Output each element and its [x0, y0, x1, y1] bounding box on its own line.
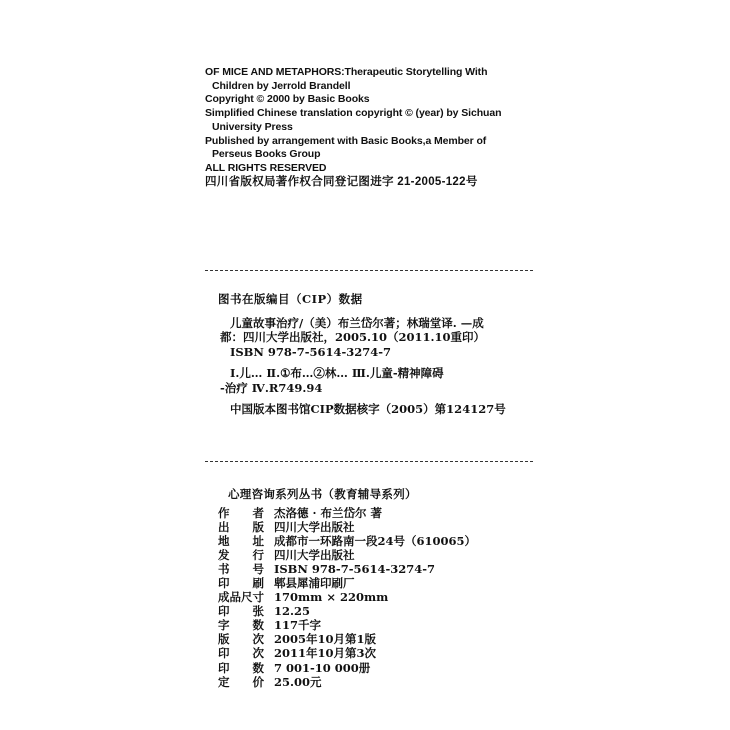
info-label	[218, 632, 274, 646]
cip-isbn: ISBN 978-7-5614-3274-7	[230, 344, 392, 359]
info-label	[218, 534, 274, 548]
info-label-text	[218, 562, 264, 576]
copyright-line: OF MICE AND METAPHORS:Therapeutic Storytelling With	[205, 66, 488, 78]
copyright-line: Published by arrangement with Basic Books,a Member of	[205, 134, 487, 147]
info-label-text	[218, 632, 264, 646]
info-label-char: 数	[252, 618, 264, 633]
info-row	[218, 590, 538, 604]
info-row	[218, 618, 538, 632]
info-label-char: 印	[218, 576, 230, 591]
info-row	[218, 661, 538, 675]
info-label-text	[218, 548, 264, 562]
info-label-text	[218, 520, 264, 534]
cip-record	[218, 402, 538, 417]
cip-entry	[218, 316, 538, 360]
publication-info-table	[218, 506, 538, 689]
info-label	[218, 646, 274, 660]
info-label-text	[218, 604, 264, 618]
dashed-divider	[205, 461, 533, 462]
info-label-char: 地	[218, 534, 230, 549]
info-value: 杰洛德 · 布兰岱尔 著	[274, 506, 383, 520]
info-value: 2011年10月第3次	[274, 646, 377, 661]
info-label-char: 作	[218, 506, 230, 520]
copyright-line: Simplified Chinese translation copyright © (year) by Sichuan	[205, 107, 502, 120]
info-label-text	[218, 534, 264, 548]
info-row	[218, 675, 538, 689]
cip-entry-line: 都：四川大学出版社，2005.10（2011.10重印）	[220, 330, 486, 344]
copyright-line: Children by Jerrold Brandell	[212, 79, 351, 92]
info-label-char: 刷	[252, 576, 264, 591]
info-label-char: 行	[252, 548, 264, 563]
dashed-divider	[205, 270, 533, 271]
info-value: ISBN 978-7-5614-3274-7	[274, 562, 436, 577]
info-label-char: 版	[218, 632, 230, 647]
info-label-char: 发	[218, 548, 230, 563]
info-label	[218, 661, 274, 675]
info-label	[218, 576, 274, 590]
info-label: 成品尺寸	[218, 590, 264, 605]
info-row	[218, 548, 538, 562]
cip-classification	[218, 366, 538, 395]
info-label	[218, 562, 274, 576]
info-label-text	[218, 675, 264, 689]
info-row	[218, 604, 538, 618]
cip-classification-line: Ⅰ.儿… Ⅱ.①布…②林… Ⅲ.儿童-精神障碍	[230, 366, 444, 380]
info-label-char: 址	[252, 534, 264, 549]
info-value: 郫县犀浦印刷厂	[274, 576, 355, 591]
cip-classification-line: -治疗 Ⅳ.R749.94	[220, 380, 323, 395]
info-label-char: 出	[218, 520, 230, 535]
info-label-char: 书	[218, 562, 230, 577]
info-label-text	[218, 576, 264, 590]
info-value: 12.25	[274, 604, 311, 619]
info-label-char: 定	[218, 674, 230, 689]
info-label-char: 次	[252, 632, 264, 647]
copyright-line: Copyright © 2000 by Basic Books	[205, 93, 370, 106]
info-value: 四川大学出版社	[274, 520, 355, 535]
info-label-char: 印	[218, 604, 230, 619]
info-label	[218, 520, 274, 534]
info-label-char: 次	[252, 646, 264, 661]
info-label-char: 数	[252, 660, 264, 675]
copyright-block	[205, 66, 565, 189]
info-value: 7 001-10 000册	[274, 660, 371, 675]
copyright-line: University Press	[212, 120, 293, 133]
info-row	[218, 576, 538, 590]
info-label-char: 印	[218, 646, 230, 661]
info-value: 2005年10月第1版	[274, 632, 377, 647]
info-value: 170mm × 220mm	[274, 590, 389, 605]
copyright-line: Perseus Books Group	[212, 148, 321, 161]
info-row	[218, 562, 538, 576]
info-row	[218, 506, 538, 520]
info-row	[218, 646, 538, 660]
copyright-line: ALL RIGHTS RESERVED	[205, 161, 327, 174]
cip-record-line: 中国版本图书馆CIP数据核字（2005）第124127号	[230, 402, 506, 416]
info-label-char: 价	[252, 674, 264, 689]
info-label-text	[218, 646, 264, 660]
info-label	[218, 618, 274, 632]
cip-block	[218, 292, 538, 424]
info-label-text	[218, 661, 264, 675]
info-label-char: 号	[252, 562, 264, 577]
series-title: 心理咨询系列丛书（教育辅导系列）	[228, 487, 417, 501]
info-row	[218, 534, 538, 548]
contract-registration-line: 四川省版权局著作权合同登记图进字 21-2005-122号	[205, 175, 478, 188]
info-label-text	[218, 506, 264, 520]
info-label	[218, 548, 274, 562]
info-value: 四川大学出版社	[274, 548, 355, 563]
info-label-char: 版	[252, 520, 264, 535]
info-value: 117千字	[274, 618, 322, 633]
info-row	[218, 632, 538, 646]
info-label	[218, 506, 274, 520]
info-label-char: 者	[252, 506, 264, 520]
cip-heading: 图书在版编目（CIP）数据	[218, 292, 363, 306]
info-label	[218, 675, 274, 689]
info-label-char: 印	[218, 660, 230, 675]
info-label-text	[218, 618, 264, 632]
info-value: 25.00元	[274, 674, 322, 689]
info-value: 成都市一环路南一段24号（610065）	[274, 534, 477, 549]
info-row	[218, 520, 538, 534]
info-label-char: 张	[252, 604, 264, 619]
cip-entry-line: 儿童故事治疗/（美）布兰岱尔著；林瑞堂译. —成	[230, 315, 484, 330]
info-label	[218, 604, 274, 618]
info-label-char: 字	[218, 618, 230, 633]
